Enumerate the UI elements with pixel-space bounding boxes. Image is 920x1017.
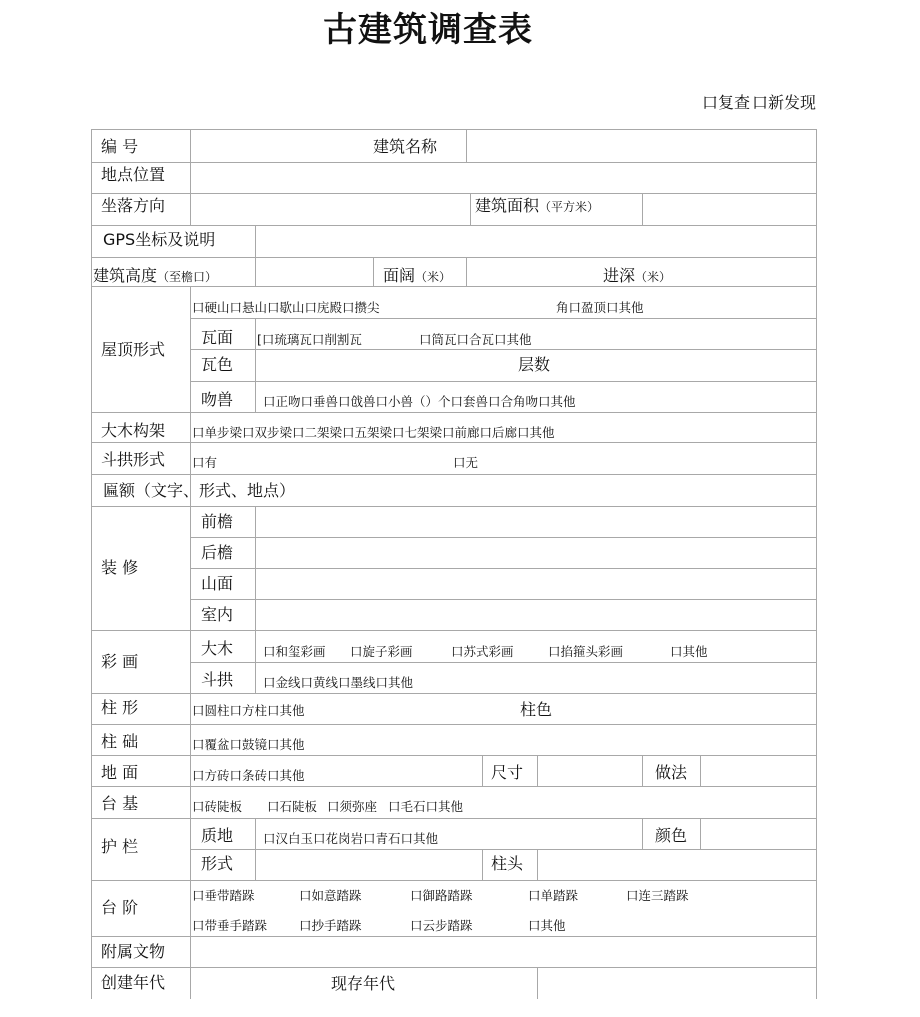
recheck-checkbox[interactable]: 口复查: [701, 93, 750, 112]
column-base-label: 柱 础: [101, 732, 139, 751]
location-label: 地点位置: [101, 165, 166, 184]
platform-option-3[interactable]: 口须弥座: [327, 799, 378, 814]
area-label: [475, 198, 599, 214]
painting-wood-option-3[interactable]: 口苏式彩画: [451, 644, 514, 659]
size-label: 尺寸: [491, 763, 524, 782]
depth-unit: （米）: [635, 270, 672, 284]
width-text: 面阔: [383, 266, 416, 285]
painting-wood-option-5[interactable]: 口其他: [670, 644, 708, 659]
steps-option-1[interactable]: 口垂带踏跺: [192, 888, 255, 903]
steps-option-9[interactable]: 口其他: [528, 918, 566, 933]
steps-option-7[interactable]: 口抄手踏跺: [299, 918, 362, 933]
railing-label: 护 栏: [101, 837, 139, 856]
painting-label: 彩 画: [101, 652, 139, 671]
steps-option-3[interactable]: 口御路踏跺: [410, 888, 473, 903]
width-label: [383, 268, 451, 284]
tile-face-options-b[interactable]: 口筒瓦口合瓦口其他: [419, 332, 532, 347]
height-text: 建筑高度: [93, 266, 158, 285]
painting-wood-option-2[interactable]: 口旋子彩画: [350, 644, 413, 659]
created-era-label: 创建年代: [101, 973, 166, 992]
column-shape-options[interactable]: 口圆柱口方柱口其他: [192, 703, 305, 718]
existing-era-label: 现存年代: [331, 974, 396, 993]
area-unit: （平方米）: [539, 200, 600, 214]
gable-label: 山面: [201, 574, 234, 593]
floors-label: 层数: [518, 355, 551, 374]
platform-label: 台 基: [101, 794, 139, 813]
decoration-label: 装 修: [101, 558, 139, 577]
kiss-beast-label: 吻兽: [201, 390, 234, 409]
tile-color-label: 瓦色: [201, 355, 234, 374]
steps-option-5[interactable]: 口连三踏跺: [626, 888, 689, 903]
width-unit: （米）: [415, 270, 452, 284]
area-text: 建筑面积: [475, 196, 540, 215]
relics-label: 附属文物: [101, 942, 166, 961]
height-note: （至檐口）: [157, 270, 218, 284]
ground-label: 地 面: [101, 763, 139, 782]
page-title: 古建筑调查表: [323, 10, 533, 50]
depth-label: [603, 268, 671, 284]
kiss-beast-options[interactable]: 口正吻口垂兽口戗兽口小兽（）个口套兽口合角吻口其他: [263, 394, 576, 409]
frame-label: 大木构架: [101, 421, 166, 440]
material-label: 质地: [201, 826, 234, 845]
dougong-label: 斗拱形式: [101, 450, 166, 469]
height-label: [93, 268, 217, 284]
painting-wood-label: 大木: [201, 639, 234, 658]
form-label: 形式: [201, 854, 234, 873]
tile-face-options[interactable]: [口琉璃瓦口削割瓦: [257, 332, 362, 347]
depth-text: 进深: [603, 266, 636, 285]
steps-option-2[interactable]: 口如意踏跺: [299, 888, 362, 903]
platform-option-1[interactable]: 口砖陡板: [192, 799, 243, 814]
orientation-label: 坐落方向: [101, 196, 166, 215]
steps-option-8[interactable]: 口云步踏跺: [410, 918, 473, 933]
column-base-options[interactable]: 口覆盆口鼓镜口其他: [192, 737, 305, 752]
color-label: 颜色: [655, 826, 688, 845]
gps-label: GPS坐标及说明: [103, 230, 216, 249]
painting-wood-option-4[interactable]: 口掐箍头彩画: [548, 644, 624, 659]
platform-option-2[interactable]: 口石陡板: [267, 799, 318, 814]
roof-options-b[interactable]: 角口盈顶口其他: [556, 300, 644, 315]
roof-options-a[interactable]: 口硬山口悬山口歇山口庑殿口攒尖: [192, 300, 380, 315]
dougong-no-option[interactable]: 口无: [453, 455, 479, 470]
interior-label: 室内: [201, 605, 234, 624]
ground-options[interactable]: 口方砖口条砖口其他: [192, 768, 305, 783]
survey-type-checkboxes: [702, 90, 816, 113]
front-eave-label: 前檐: [201, 512, 234, 531]
steps-option-4[interactable]: 口单踏跺: [528, 888, 579, 903]
steps-option-6[interactable]: 口带垂手踏跺: [192, 918, 268, 933]
column-shape-label: 柱 形: [101, 698, 139, 717]
painting-wood-option-1[interactable]: 口和玺彩画: [263, 644, 326, 659]
rear-eave-label: 后檐: [201, 543, 234, 562]
platform-option-4[interactable]: 口毛石口其他: [388, 799, 464, 814]
tile-face-label: 瓦面: [201, 328, 234, 347]
steps-label: 台 阶: [101, 898, 139, 917]
frame-options[interactable]: 口单步梁口双步梁口二架梁口五架梁口七架梁口前廊口后廊口其他: [192, 425, 555, 440]
roof-label: 屋顶形式: [101, 340, 166, 359]
building-name-label: 建筑名称: [373, 137, 438, 156]
painting-dougong-options[interactable]: 口金线口黄线口墨线口其他: [263, 675, 414, 690]
survey-table: [91, 129, 816, 999]
number-label: 编 号: [101, 137, 139, 156]
painting-dougong-label: 斗拱: [201, 670, 234, 689]
dougong-yes-option[interactable]: 口有: [192, 455, 218, 470]
post-head-label: 柱头: [491, 854, 524, 873]
new-find-checkbox[interactable]: 口新发现: [751, 93, 816, 112]
plaque-label: 匾额（文字、形式、地点）: [103, 481, 296, 500]
railing-material-options[interactable]: 口汉白玉口花岗岩口青石口其他: [263, 831, 439, 846]
method-label: 做法: [655, 763, 688, 782]
column-color-label: 柱色: [520, 700, 553, 719]
